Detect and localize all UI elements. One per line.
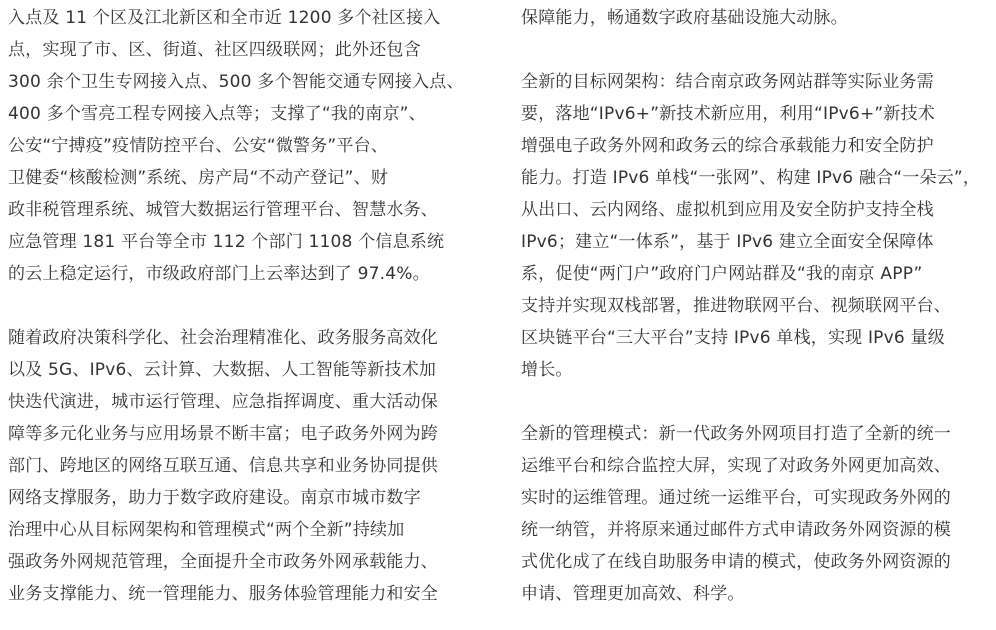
text-line: IPv6；建立“一体系”，基于 IPv6 建立全面安全保障体 xyxy=(521,232,934,252)
text-line: 区块链平台“三大平台”支持 IPv6 单栈，实现 IPv6 量级 xyxy=(521,328,945,348)
text-line: 400 多个雪亮工程专网接入点等；支撑了“我的南京”、 xyxy=(8,104,426,124)
text-line: 系，促使“两门户”政府门户网站群及“我的南京 APP” xyxy=(521,264,923,284)
text-line: 业务支撑能力、统一管理能力、服务体验管理能力和安全 xyxy=(8,584,438,604)
text-line: 应急管理 181 平台等全市 112 个部门 1108 个信息系统 xyxy=(8,232,445,252)
text-line: 增强电子政务外网和政务云的综合承载能力和安全防护 xyxy=(521,136,934,156)
text-line: 全新的管理模式：新一代政务外网项目打造了全新的统一 xyxy=(521,424,951,444)
text-line: 公安“宁搏疫”疫情防控平台、公安“微警务”平台、 xyxy=(8,136,389,156)
text-line: 要，落地“IPv6+”新技术新应用，利用“IPv6+”新技术 xyxy=(521,104,935,124)
text-line: 随着政府决策科学化、社会治理精准化、政务服务高效化 xyxy=(8,328,438,348)
text-line: 统一纳管，并将原来通过邮件方式申请政务外网资源的模 xyxy=(521,520,951,540)
text-line: 能力。打造 IPv6 单栈“一张网”、构建 IPv6 融合“一朵云”， xyxy=(521,168,981,188)
text-line: 300 余个卫生专网接入点、500 多个智能交通专网接入点、 xyxy=(8,72,464,92)
text-line: 点，实现了市、区、街道、社区四级联网；此外还包含 xyxy=(8,40,421,60)
text-line: 保障能力，畅通数字政府基础设施大动脉。 xyxy=(521,8,848,28)
text-line: 申请、管理更加高效、科学。 xyxy=(521,584,745,604)
text-line: 障等多元化业务与应用场景不断丰富；电子政务外网为跨 xyxy=(8,424,438,444)
text-line: 从出口、云内网络、虚拟机到应用及安全防护支持全栈 xyxy=(521,200,934,220)
text-line: 部门、跨地区的网络互联互通、信息共享和业务协同提供 xyxy=(8,456,438,476)
text-line: 以及 5G、IPv6、云计算、大数据、人工智能等新技术加 xyxy=(8,360,437,380)
text-line: 治理中心从目标网架构和管理模式“两个全新”持续加 xyxy=(8,520,405,540)
text-line: 入点及 11 个区及江北新区和全市近 1200 多个社区接入 xyxy=(8,8,441,28)
text-line: 卫健委“核酸检测”系统、房产局“不动产登记”、财 xyxy=(8,168,389,188)
text-line: 运维平台和综合监控大屏，实现了对政务外网更加高效、 xyxy=(521,456,951,476)
text-line: 式优化成了在线自助服务申请的模式，使政务外网资源的 xyxy=(521,552,951,572)
text-line: 的云上稳定运行，市级政府部门上云率达到了 97.4%。 xyxy=(8,264,430,284)
text-line: 全新的目标网架构：结合南京政务网站群等实际业务需 xyxy=(521,72,934,92)
text-line: 政非税管理系统、城管大数据运行管理平台、智慧水务、 xyxy=(8,200,438,220)
text-line: 网络支撑服务，助力于数字政府建设。南京市城市数字 xyxy=(8,488,421,508)
text-line: 增长。 xyxy=(521,360,573,380)
text-line: 支持并实现双栈部署，推进物联网平台、视频联网平台、 xyxy=(521,296,951,316)
text-line: 实时的运维管理。通过统一运维平台，可实现政务外网的 xyxy=(521,488,951,508)
text-line: 强政务外网规范管理，全面提升全市政务外网承载能力、 xyxy=(8,552,438,572)
text-line: 快迭代演进，城市运行管理、应急指挥调度、重大活动保 xyxy=(8,392,438,412)
